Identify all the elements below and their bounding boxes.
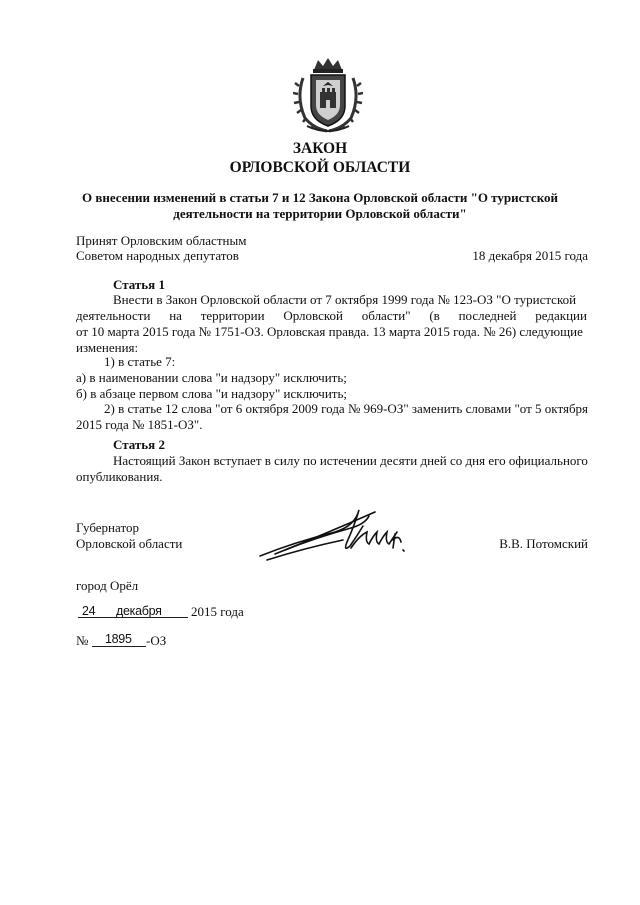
law-number-prefix: №: [76, 633, 89, 648]
article1-item1a: а) в наименовании слова "и надзору" исключить;: [76, 370, 347, 385]
article2-para-line2: опубликования.: [76, 469, 163, 484]
date-underline: [78, 617, 188, 618]
word: Орловской: [283, 308, 343, 323]
word: последней: [458, 308, 517, 323]
law-subtitle-line2: деятельности на территории Орловской области": [173, 206, 467, 221]
signing-month: декабря: [116, 604, 162, 618]
signatory-position-line2: Орловской области: [76, 536, 183, 551]
article1-para-line3: от 10 марта 2015 года № 1751-ОЗ. Орловская правда. 13 марта 2015 года. № 26) следующие: [76, 324, 583, 339]
article1-item2-line2: 2015 года № 1851-ОЗ".: [76, 417, 203, 432]
word: области": [361, 308, 411, 323]
article2-heading: Статья 2: [113, 437, 165, 452]
adoption-line2: Советом народных депутатов: [76, 248, 239, 263]
law-title: ЗАКОН: [292, 140, 348, 157]
signatory-position-line1: Губернатор: [76, 520, 139, 535]
city-of-signing: город Орёл: [76, 578, 139, 593]
word: редакции: [535, 308, 587, 323]
handwritten-signature-icon: [255, 498, 415, 566]
number-underline: [92, 646, 146, 647]
word: деятельности: [76, 308, 151, 323]
adoption-line1: Принят Орловским областным: [76, 233, 247, 248]
law-title-region: ОРЛОВСКОЙ ОБЛАСТИ: [229, 159, 411, 176]
article1-para-line2: [76, 308, 587, 324]
article1-para-line4: изменения:: [76, 340, 139, 355]
article1-item1b: б) в абзаце первом слова "и надзору" исключить;: [76, 386, 348, 401]
word: на: [169, 308, 182, 323]
signatory-name: В.В. Потомский: [499, 536, 588, 551]
adoption-date: 18 декабря 2015 года: [472, 248, 588, 263]
article1-item2-line1: 2) в статье 12 слова "от 6 октября 2009 года № 969-ОЗ" заменить словами "от 5 октября: [104, 401, 589, 416]
signing-year: 2015 года: [191, 604, 244, 619]
word: (в: [429, 308, 440, 323]
law-subtitle-line1: О внесении изменений в статьи 7 и 12 Закона Орловской области "О туристской: [81, 190, 559, 205]
article1-item1: 1) в статье 7:: [104, 354, 176, 369]
word: территории: [200, 308, 265, 323]
coat-of-arms-icon: [293, 56, 363, 134]
signing-day: 24: [82, 604, 96, 618]
article1-heading: Статья 1: [113, 277, 165, 292]
law-number-suffix: -ОЗ: [146, 633, 167, 648]
article2-para-line1: Настоящий Закон вступает в силу по истечении десяти дней со дня его официального: [113, 453, 588, 468]
article1-para-line1: Внести в Закон Орловской области от 7 октября 1999 года № 123-ОЗ "О туристской: [113, 292, 577, 307]
law-number: 1895: [105, 632, 132, 646]
